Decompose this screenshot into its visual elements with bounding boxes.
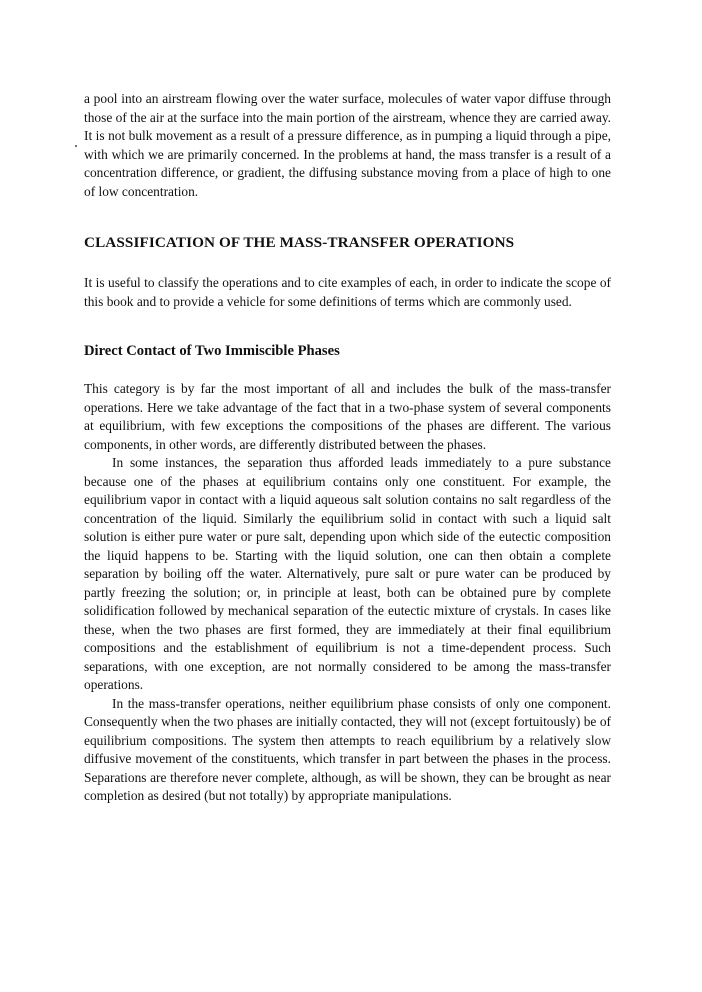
body-paragraph: In the mass-transfer operations, neither equilibrium phase consists of only one component. Consequently when the two phases are initially contacted, they will not (except fortuitously) be of equilibrium compositions. The system then attempts to reach equilibrium by a relatively slow diffusive movement of the constituents, which transfer in part between the phases in the process. Separations are therefore never complete, although, as will be shown, they can be brought as near completion as desired (but not totally) by appropriate manipulations. (84, 695, 611, 803)
body-paragraph: In some instances, the separation thus afforded leads immediately to a pure substance because one of the phases at equilibrium contains only one constituent. For example, the equilibrium vapor in contact with a liquid aqueous salt solution contains no salt regardless of the concentration of the liquid. Similarly the equilibrium solid in contact with such a liquid salt solution is either pure water or pure salt, depending upon which side of the eutectic composition the liquid happens to be. Starting with the liquid solution, one can then obtain a complete separation by boiling off the water. Alternatively, pure salt or pure water can be produced by partly freezing the solution; or, in principle at least, both can be obtained pure by complete solidification followed by mechanical separation of the eutectic mixture of crystals. In cases like these, when the two phases are first formed, they are immediately at their final equilibrium compositions and the establishment of equilibrium is not a time-dependent process. Such separations, with one exception, are not normally considered to be among the mass-transfer operations. (84, 455, 611, 692)
document-page (84, 90, 611, 806)
body-paragraph: This category is by far the most important of all and includes the bulk of the mass-transfer operations. Here we take advantage of the fact that in a two-phase system of several components at equilibrium, with few exceptions the compositions of the phases are different. The various components, in other words, are differently distributed between the phases. (84, 381, 611, 452)
section-paragraph: It is useful to classify the operations and to cite examples of each, in order to indicate the scope of this book and to provide a vehicle for some definitions of terms which are commonly used. (84, 275, 611, 309)
section-heading: CLASSIFICATION OF THE MASS-TRANSFER OPERATIONS (84, 234, 515, 251)
subsection-heading: Direct Contact of Two Immiscible Phases (84, 343, 340, 359)
intro-paragraph: a pool into an airstream flowing over the water surface, molecules of water vapor diffuse through those of the air at the surface into the main portion of the airstream, whence they are carried away. It is not bulk movement as a result of a pressure difference, as in pumping a liquid through a pipe, with which we are primarily concerned. In the problems at hand, the mass transfer is a result of a concentration difference, or gradient, the diffusing substance moving from a place of high to one of low concentration. (84, 91, 611, 199)
scan-speck (75, 145, 77, 147)
